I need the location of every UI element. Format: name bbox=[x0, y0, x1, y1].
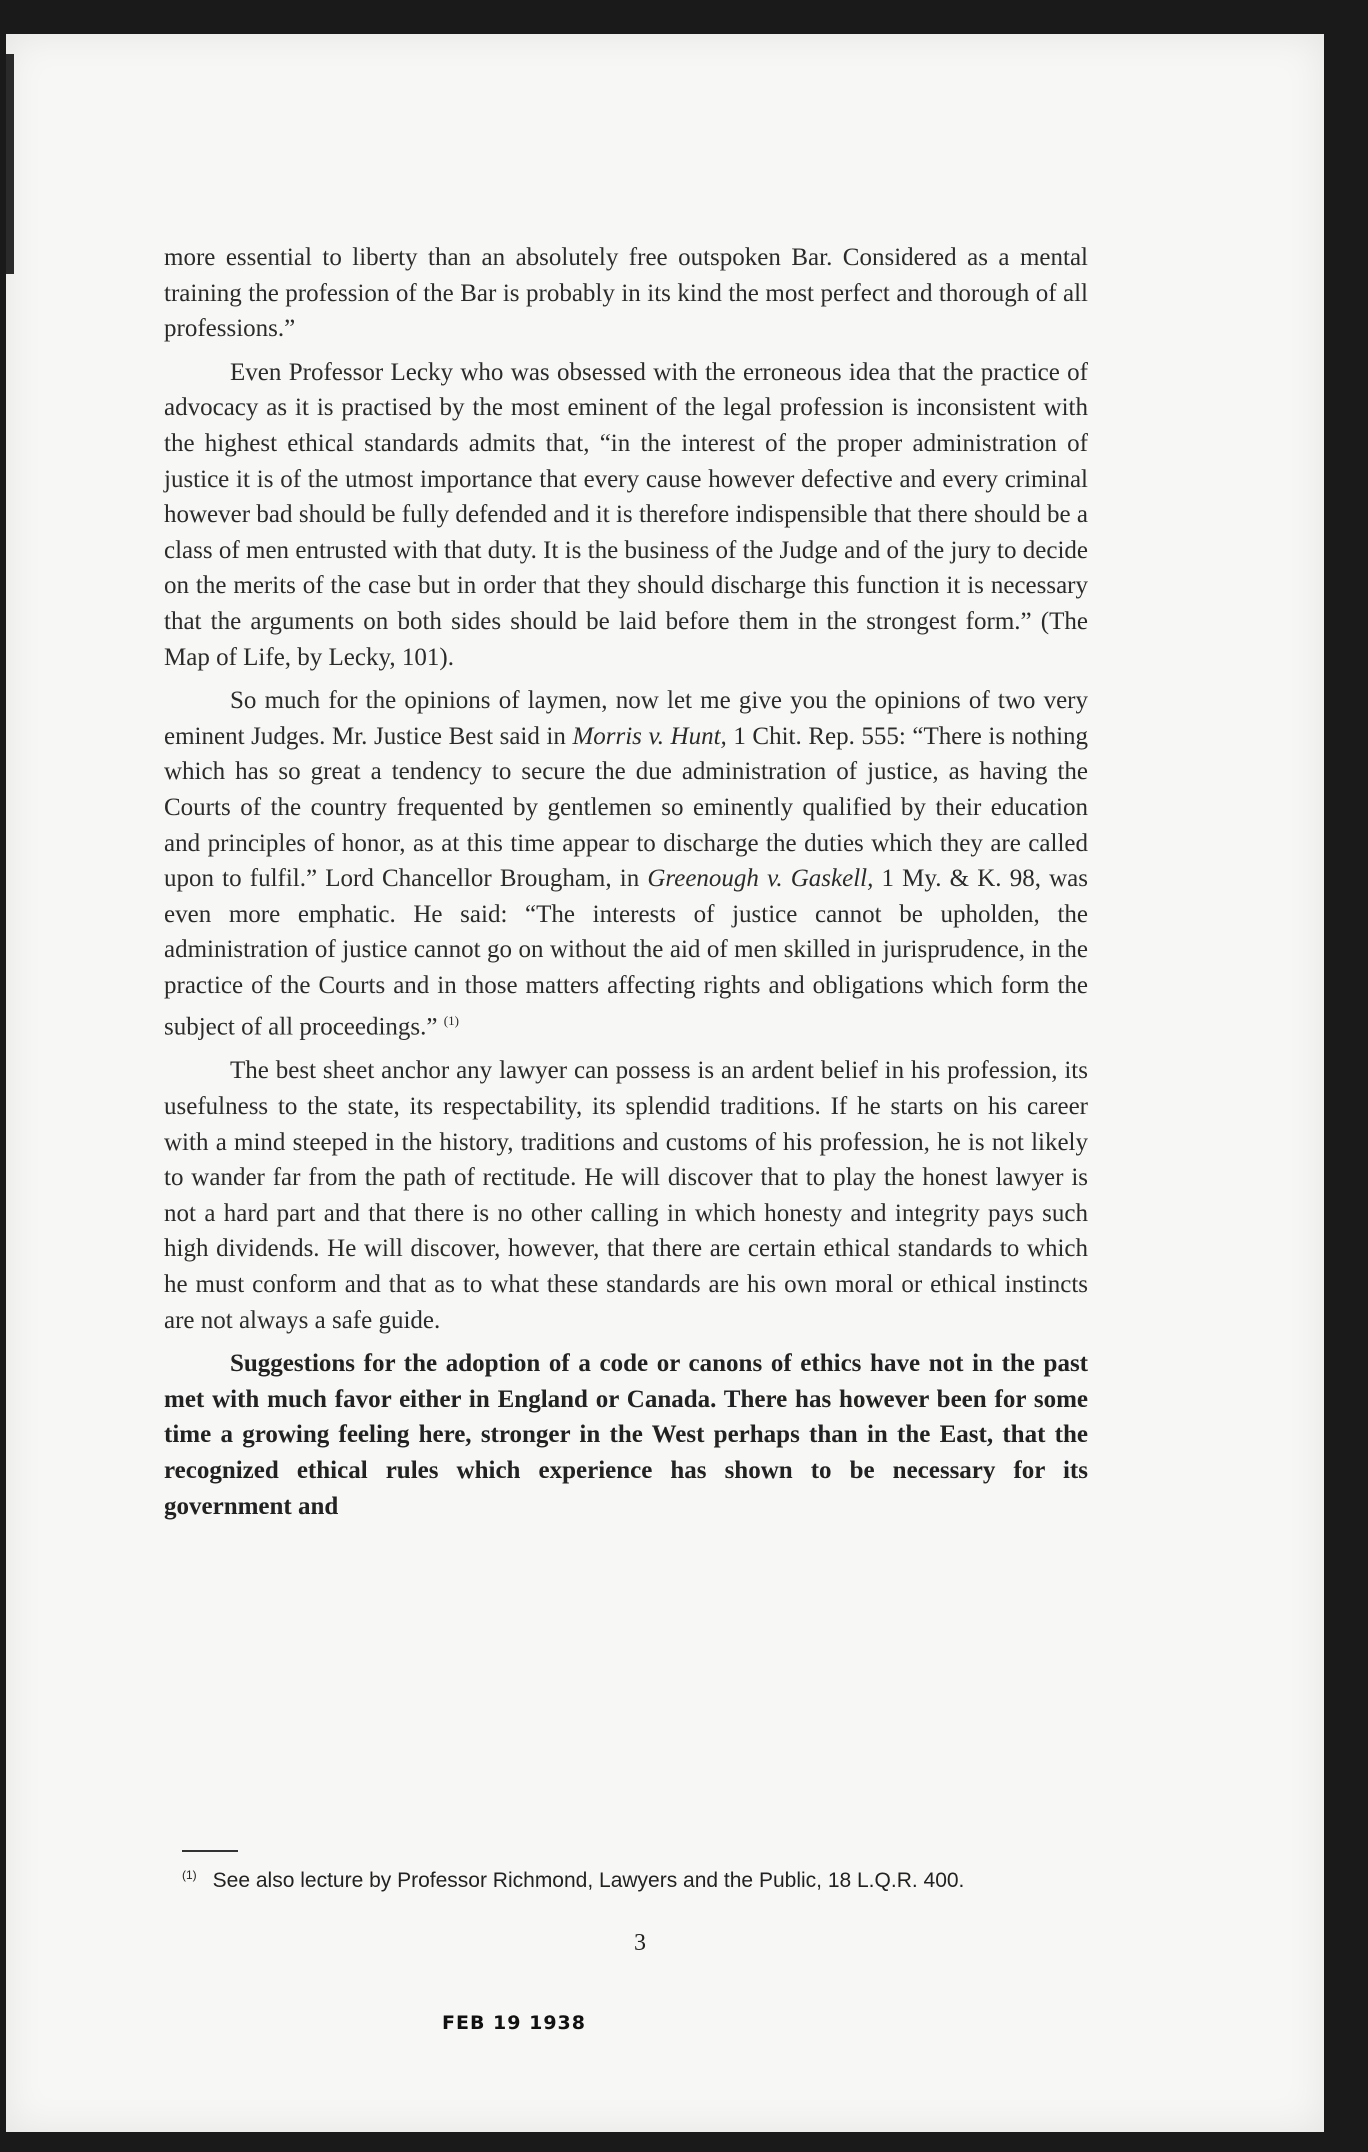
page-binding-edge bbox=[6, 54, 14, 274]
date-stamp: FEB 19 1938 bbox=[442, 2012, 586, 2034]
paragraph-3-part-b: 1 Chit. Rep. 555: “There is nothing which has so great a tendency to secure the due administration of justice, as having the Courts of the country frequented by gentlemen so eminently qualified by their education and principles of honor, as at this time appear to discharge the duties which they are called upon to fulfil.” Lord Chancellor Brougham, in bbox=[164, 722, 1089, 893]
footnote-reference: (1) bbox=[443, 1013, 459, 1029]
footnote bbox=[182, 1862, 1096, 1894]
footnote-separator bbox=[182, 1850, 238, 1852]
body-text bbox=[164, 240, 1088, 1524]
paragraph-1: more essential to liberty than an absolutely free outspoken Bar. Considered as a mental training the profession of the Bar is probably in its kind the most perfect and thorough of all professions.” bbox=[164, 244, 1088, 343]
footnote-mark: (1) bbox=[182, 1868, 197, 1882]
paragraph-3-part-a: So much for the opinions of laymen, now let me give you the opinions of two very eminent Judges. Mr. Justice Best said in bbox=[164, 687, 1088, 750]
case-name-morris-v-hunt: Morris v. Hunt, bbox=[572, 722, 727, 750]
paragraph-3 bbox=[164, 683, 1088, 1045]
page-number: 3 bbox=[634, 1930, 646, 1956]
case-name-greenough-v-gaskell: Greenough v. Gaskell, bbox=[647, 865, 874, 893]
paragraph-2: Even Professor Lecky who was obsessed with the erroneous idea that the practice of advocacy as it is practised by the most eminent of the legal profession is inconsistent with the highest ethical standards admits that, “in the interest of the proper administration of justice it is of the utmost importance that every cause however defective and every criminal however bad should be fully defended and it is therefore indispensible that there should be a class of men entrusted with that duty. It is the business of the Judge and of the jury to decide on the merits of the case but in order that they should discharge this function it is necessary that the arguments on both sides should be laid before them in the strongest form.” (The Map of Life, by Lecky, 101). bbox=[164, 358, 1088, 671]
paragraph-4: The best sheet anchor any lawyer can possess is an ardent belief in his profession, its usefulness to the state, its respectability, its splendid traditions. If he starts on his career with a mind steeped in the history, traditions and customs of his profession, he is not likely to wander far from the path of rectitude. He will discover that to play the honest lawyer is not a hard part and that there is no other calling in which honesty and integrity pays such high dividends. He will discover, however, that there are certain ethical standards to which he must conform and that as to what these standards are his own moral or ethical instincts are not always a safe guide. bbox=[164, 1057, 1088, 1334]
footnote-text: See also lecture by Professor Richmond, Lawyers and the Public, 18 L.Q.R. 400. bbox=[212, 1869, 965, 1892]
paragraph-3-part-c: 1 My. & K. 98, was even more emphatic. He said: “The interests of justice cannot be upholden, the administration of justice cannot go on without the aid of men skilled in jurisprudence, in the practice of the Courts and in those matters affecting rights and obligations which form the subject of all proceedings.” bbox=[164, 865, 1088, 1041]
paragraph-5: Suggestions for the adoption of a code or canons of ethics have not in the past met with much favor either in England or Canada. There has however been for some time a growing feeling here, stronger in the West perhaps than in the East, that the recognized ethical rules which experience has shown to be necessary for its government and bbox=[164, 1350, 1088, 1520]
